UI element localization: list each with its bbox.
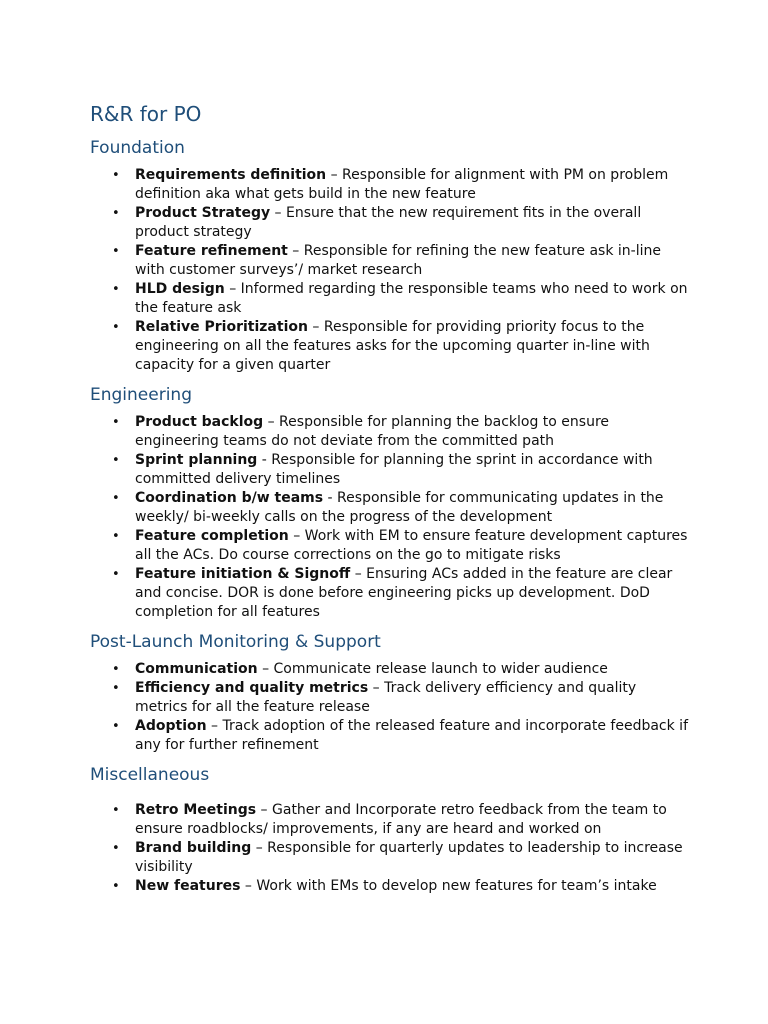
item-description: – Responsible for planning the backlog to ensure engineering teams do not deviate from the committed path bbox=[135, 414, 610, 449]
foundation-list bbox=[90, 166, 690, 375]
list-item bbox=[90, 801, 690, 839]
list-item bbox=[90, 660, 690, 679]
list-item bbox=[90, 166, 690, 204]
bullet-icon: • bbox=[112, 168, 120, 183]
list-item bbox=[90, 318, 690, 375]
section-heading-foundation: Foundation bbox=[90, 138, 185, 158]
section-miscellaneous bbox=[90, 763, 690, 896]
section-foundation bbox=[90, 136, 690, 375]
item-term: Product Strategy bbox=[135, 205, 271, 221]
bullet-icon: • bbox=[112, 320, 120, 335]
list-item bbox=[90, 204, 690, 242]
item-description: – Work with EMs to develop new features for team’s intake bbox=[240, 878, 657, 894]
item-term: Sprint planning bbox=[135, 452, 258, 468]
item-term: Coordination b/w teams bbox=[135, 490, 324, 506]
list-item bbox=[90, 489, 690, 527]
bullet-icon: • bbox=[112, 567, 120, 582]
item-term: Feature completion bbox=[135, 528, 289, 544]
item-term: Brand building bbox=[135, 840, 252, 856]
item-description: – Informed regarding the responsible teams who need to work on the feature ask bbox=[135, 281, 688, 316]
item-description: – Work with EM to ensure feature development captures all the ACs. Do course corrections on the go to mitigate risks bbox=[135, 528, 688, 563]
bullet-icon: • bbox=[112, 453, 120, 468]
item-description: - Responsible for planning the sprint in accordance with committed delivery timelines bbox=[135, 452, 653, 487]
item-term: Relative Prioritization bbox=[135, 319, 308, 335]
bullet-icon: • bbox=[112, 841, 120, 856]
item-term: New features bbox=[135, 878, 241, 894]
bullet-icon: • bbox=[112, 719, 120, 734]
miscellaneous-list bbox=[90, 801, 690, 896]
item-description: – Responsible for providing priority focus to the engineering on all the features asks for the upcoming quarter in-line with capacity for a given quarter bbox=[135, 319, 650, 373]
engineering-list bbox=[90, 413, 690, 622]
item-description: – Track adoption of the released feature and incorporate feedback if any for further refinement bbox=[135, 718, 688, 753]
page-title: R&R for PO bbox=[90, 102, 202, 126]
list-item bbox=[90, 413, 690, 451]
bullet-icon: • bbox=[112, 803, 120, 818]
section-engineering bbox=[90, 383, 690, 622]
item-term: Communication bbox=[135, 661, 258, 677]
item-description: – Ensuring ACs added in the feature are clear and concise. DOR is done before engineering picks up development. DoD completion for all features bbox=[135, 566, 673, 620]
list-item bbox=[90, 839, 690, 877]
list-item bbox=[90, 280, 690, 318]
section-post-launch bbox=[90, 630, 690, 755]
list-item bbox=[90, 242, 690, 280]
item-term: Feature initiation & Signoff bbox=[135, 566, 351, 582]
list-item bbox=[90, 717, 690, 755]
item-description: – Responsible for refining the new feature ask in-line with customer surveys’/ market research bbox=[135, 243, 661, 278]
section-heading-engineering: Engineering bbox=[90, 385, 192, 405]
bullet-icon: • bbox=[112, 244, 120, 259]
bullet-icon: • bbox=[112, 282, 120, 297]
item-description: – Responsible for quarterly updates to leadership to increase visibility bbox=[135, 840, 683, 875]
bullet-icon: • bbox=[112, 415, 120, 430]
bullet-icon: • bbox=[112, 681, 120, 696]
post-launch-list bbox=[90, 660, 690, 755]
item-description: – Communicate release launch to wider audience bbox=[257, 661, 608, 677]
list-item bbox=[90, 451, 690, 489]
document-content bbox=[90, 100, 690, 896]
list-item bbox=[90, 679, 690, 717]
list-item bbox=[90, 877, 690, 896]
bullet-icon: • bbox=[112, 529, 120, 544]
item-description: – Track delivery efficiency and quality metrics for all the feature release bbox=[135, 680, 637, 715]
item-term: Adoption bbox=[135, 718, 207, 734]
list-item bbox=[90, 565, 690, 622]
item-term: HLD design bbox=[135, 281, 225, 297]
item-term: Feature refinement bbox=[135, 243, 288, 259]
item-term: Requirements definition bbox=[135, 167, 327, 183]
bullet-icon: • bbox=[112, 662, 120, 677]
bullet-icon: • bbox=[112, 879, 120, 894]
bullet-icon: • bbox=[112, 491, 120, 506]
item-term: Retro Meetings bbox=[135, 802, 257, 818]
item-term: Product backlog bbox=[135, 414, 264, 430]
section-heading-miscellaneous: Miscellaneous bbox=[90, 765, 210, 785]
bullet-icon: • bbox=[112, 206, 120, 221]
item-term: Efficiency and quality metrics bbox=[135, 680, 369, 696]
list-item bbox=[90, 527, 690, 565]
item-description: - Responsible for communicating updates in the weekly/ bi-weekly calls on the progress of the development bbox=[135, 490, 664, 525]
item-description: – Responsible for alignment with PM on problem definition aka what gets build in the new feature bbox=[135, 167, 669, 202]
section-heading-post-launch: Post-Launch Monitoring & Support bbox=[90, 632, 381, 652]
item-description: – Gather and Incorporate retro feedback from the team to ensure roadblocks/ improvements, if any are heard and worked on bbox=[135, 802, 667, 837]
item-description: – Ensure that the new requirement fits in the overall product strategy bbox=[135, 205, 642, 240]
